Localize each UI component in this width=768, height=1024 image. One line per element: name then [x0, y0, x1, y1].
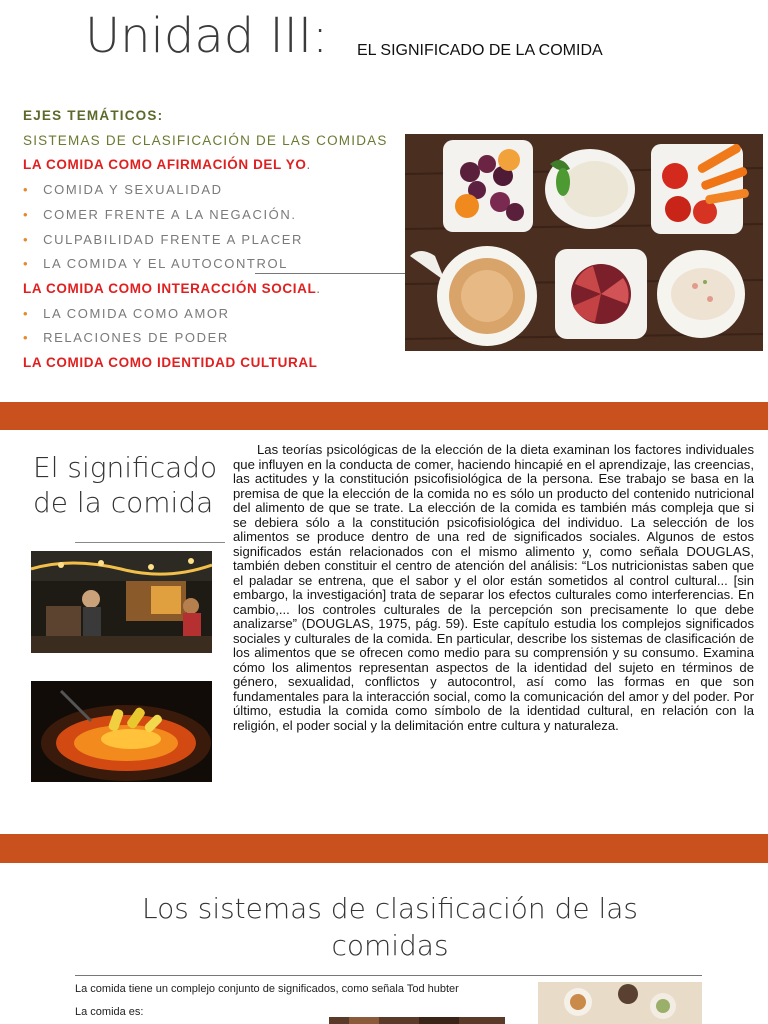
list-item: • CULPABILIDAD FRENTE A PLACER: [23, 232, 304, 247]
food-bowls-photo: [405, 134, 763, 351]
divider: [255, 273, 415, 274]
list-item: • LA COMIDA Y EL AUTOCONTROL: [23, 256, 289, 271]
slide2-title: [33, 450, 217, 520]
topic-interaccion: LA COMIDA COMO INTERACCIÓN SOCIAL.: [23, 281, 321, 296]
list-item: • COMER FRENTE A LA NEGACIÓN.: [23, 207, 297, 222]
list-item: • LA COMIDA COMO AMOR: [23, 306, 230, 321]
slide2-title-line1: El significado: [33, 451, 218, 484]
night-market-photo: [31, 551, 212, 653]
ejes-heading: EJES TEMÁTICOS:: [23, 108, 164, 123]
slide3-title: Los sistemas de clasificación de las comidas: [142, 892, 638, 962]
topic-sistemas: SISTEMAS DE CLASIFICACIÓN DE LAS COMIDAS: [23, 133, 388, 148]
divider: [75, 975, 702, 976]
slide3-text-line: La comida es:: [75, 1006, 144, 1018]
section-divider-bar: [0, 402, 768, 430]
list-item: • RELACIONES DE PODER: [23, 330, 229, 345]
section-divider-bar: [0, 834, 768, 863]
slide1-subtitle: EL SIGNIFICADO DE LA COMIDA: [357, 42, 603, 59]
food-photo-strip: [329, 1014, 505, 1024]
topic-afirmacion: LA COMIDA COMO AFIRMACIÓN DEL YO.: [23, 157, 311, 172]
divider: [75, 542, 225, 543]
slide2-title-line2: de la comida: [33, 486, 214, 519]
slide3-text-line: La comida tiene un complejo conjunto de significados, como señala Tod hubter: [75, 983, 459, 995]
list-item: • COMIDA Y SEXUALIDAD: [23, 182, 223, 197]
slide1-title: Unidad III:: [85, 8, 329, 64]
grill-photo: [31, 681, 212, 782]
slide2-body-text: Las teorías psicológicas de la elección de la dieta examinan los factores individuales que influyen en la conducta de comer, haciendo hincapié en el aprendizaje, las creencias, las actitudes y la constitución psicofisiológica de la persona. Ese trabajo se basa en la premisa de que la elección de la comida no es sólo un producto del contenido nutricional del alimento de que se trate. La elección de la comida es también más compleja que si se debiera sólo a la constitución psicofisiológica del individuo. La selección de los alimentos se produce dentro de una red de significados sociales. Algunos de estos significados están relacionados con el mismo alimento y, como señala DOUGLAS, también deben constituir el centro de atención del análisis: “Los nutricionistas saben que el paladar se entrena, que el sabor y el olor están sometidos al control cultural... [sin embargo, la investigación] trata de separar los efectos culturales como interferencias. En cambio,... los controles culturales de la percepción son precisamente lo que debe analizarse” (DOUGLAS, 1975, pág. 59). Este capítulo estudia los complejos significados sociales y culturales de la comida. En particular, describe los sistemas de clasificación de los alimentos que se ofrecen como medio para su comprensión y su consumo. Examina cómo los alimentos representan aspectos de la identidad del sujeto en términos de género, sexualidad, conflictos y autocontrol, así como las formas en que son fundamentales para la interacción social, como la comunicación del amor y del poder. Por último, estudia la comida como símbolo de la identidad cultural, en relación con la religión, el poder social y la delimitación entre cultura y naturaleza.: [233, 442, 754, 733]
topic-identidad: LA COMIDA COMO IDENTIDAD CULTURAL: [23, 355, 318, 370]
dining-table-photo: [538, 982, 702, 1024]
